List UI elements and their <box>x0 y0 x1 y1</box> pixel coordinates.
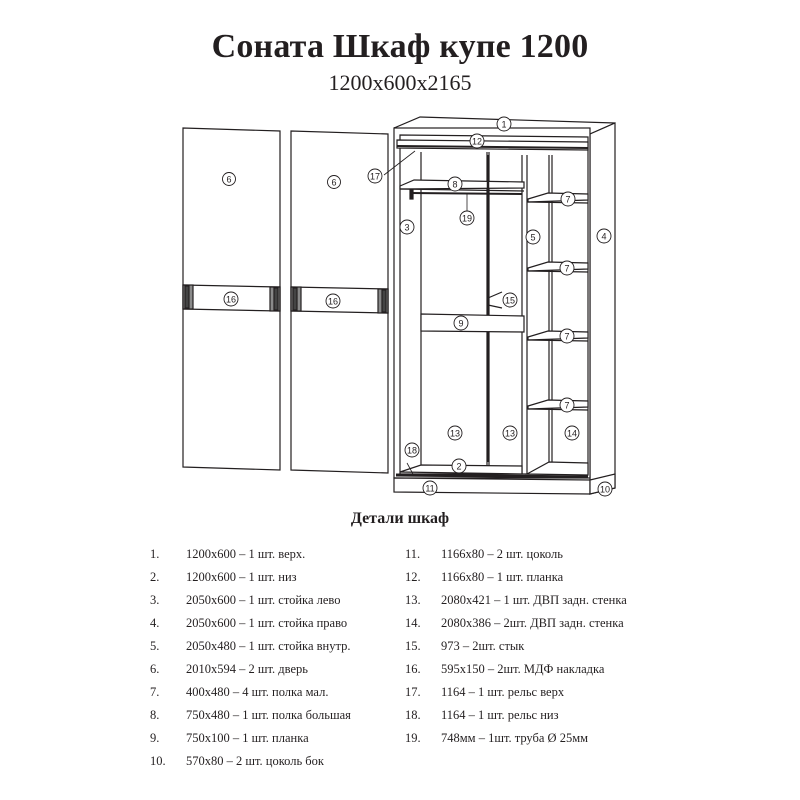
callout-rail-top: 17 <box>369 171 381 182</box>
part-row <box>150 660 351 683</box>
part-number: 4. <box>150 616 160 630</box>
part-number: 3. <box>150 593 160 607</box>
part-number: 9. <box>150 731 160 745</box>
callout-back-panel-1: 13 <box>449 428 461 439</box>
parts-list-right <box>405 545 627 752</box>
part-number: 5. <box>150 639 160 653</box>
part-description: 1166х80 – 1 шт. планка <box>441 570 564 584</box>
part-description: 2050х480 – 1 шт. стойка внутр. <box>186 639 351 653</box>
part-number: 1. <box>150 547 160 561</box>
part-row <box>405 683 627 706</box>
callout-inner-post: 5 <box>530 232 536 243</box>
part-row <box>150 568 351 591</box>
part-row <box>405 637 627 660</box>
part-description: 400х480 – 4 шт. полка мал. <box>186 685 329 699</box>
part-description: 2080х421 – 1 шт. ДВП задн. стенка <box>441 593 627 607</box>
callout-strip-top: 12 <box>471 136 483 147</box>
part-number: 19. <box>405 731 421 745</box>
part-row <box>405 660 627 683</box>
callout-door-right: 6 <box>331 177 337 188</box>
callout-joint: 15 <box>504 295 516 306</box>
part-description: 1200х600 – 1 шт. верх. <box>186 547 306 561</box>
part-row <box>405 706 627 729</box>
part-description: 973 – 2шт. стык <box>441 639 525 653</box>
callout-side-left: 3 <box>404 222 410 233</box>
part-description: 595х150 – 2шт. МДФ накладка <box>441 662 605 676</box>
part-row <box>150 729 351 752</box>
callout-strip-middle: 9 <box>458 318 464 329</box>
part-number: 12. <box>405 570 421 584</box>
part-row <box>150 706 351 729</box>
part-description: 1166х80 – 2 шт. цоколь <box>441 547 563 561</box>
part-number: 18. <box>405 708 421 722</box>
callout-overlay-left: 16 <box>225 294 237 305</box>
callout-shelf-small-3: 7 <box>564 331 570 342</box>
part-number: 8. <box>150 708 160 722</box>
dimensions-subtitle: 1200х600х2165 <box>328 70 472 95</box>
part-description: 2010х594 – 2 шт. дверь <box>186 662 308 676</box>
parts-list-left <box>150 545 351 775</box>
callout-shelf-small-2: 7 <box>564 263 570 274</box>
part-number: 13. <box>405 593 421 607</box>
part-row <box>150 752 351 775</box>
part-row <box>150 637 351 660</box>
part-description: 750х100 – 1 шт. планка <box>186 731 309 745</box>
callout-shelf-small-4: 7 <box>564 400 570 411</box>
callout-rod: 19 <box>461 213 473 224</box>
callout-rail-bottom: 18 <box>406 445 418 456</box>
callout-side-right: 4 <box>601 231 607 242</box>
part-row <box>405 545 627 568</box>
part-number: 6. <box>150 662 160 676</box>
part-row <box>405 614 627 637</box>
part-row <box>150 545 351 568</box>
part-number: 2. <box>150 570 160 584</box>
callout-bottom: 2 <box>456 461 462 472</box>
part-number: 7. <box>150 685 160 699</box>
callout-back-panel-3: 14 <box>566 428 578 439</box>
part-row <box>405 729 627 752</box>
part-description: 750х480 – 1 шт. полка большая <box>186 708 351 722</box>
part-description: 2080х386 – 2шт. ДВП задн. стенка <box>441 616 624 630</box>
part-description: 748мм – 1шт. труба Ø 25мм <box>441 731 589 745</box>
part-description: 570х80 – 2 шт. цоколь бок <box>186 754 324 768</box>
parts-title: Детали шкаф <box>350 510 450 527</box>
callout-overlay-right: 16 <box>327 296 339 307</box>
part-description: 1200х600 – 1 шт. низ <box>186 570 297 584</box>
part-number: 16. <box>405 662 421 676</box>
callout-plinth-side: 10 <box>599 484 611 495</box>
callout-plinth-front: 11 <box>425 483 435 494</box>
part-row <box>405 568 627 591</box>
callout-back-panel-2: 13 <box>504 428 516 439</box>
part-number: 14. <box>405 616 421 630</box>
callout-top: 1 <box>501 119 507 130</box>
part-description: 2050х600 – 1 шт. стойка лево <box>186 593 341 607</box>
page-title: Соната Шкаф купе 1200 <box>211 28 589 65</box>
part-description: 2050х600 – 1 шт. стойка право <box>186 616 348 630</box>
part-row <box>150 614 351 637</box>
part-row <box>150 683 351 706</box>
part-row <box>150 591 351 614</box>
part-description: 1164 – 1 шт. рельс верх <box>441 685 565 699</box>
part-number: 17. <box>405 685 421 699</box>
callout-shelf-small-1: 7 <box>565 194 571 205</box>
callout-shelf-large: 8 <box>452 179 458 190</box>
part-number: 15. <box>405 639 421 653</box>
part-number: 10. <box>150 754 166 768</box>
part-description: 1164 – 1 шт. рельс низ <box>441 708 559 722</box>
part-row <box>405 591 627 614</box>
callout-door-left: 6 <box>226 174 232 185</box>
wardrobe-carcass <box>384 117 615 494</box>
part-number: 11. <box>405 547 421 561</box>
